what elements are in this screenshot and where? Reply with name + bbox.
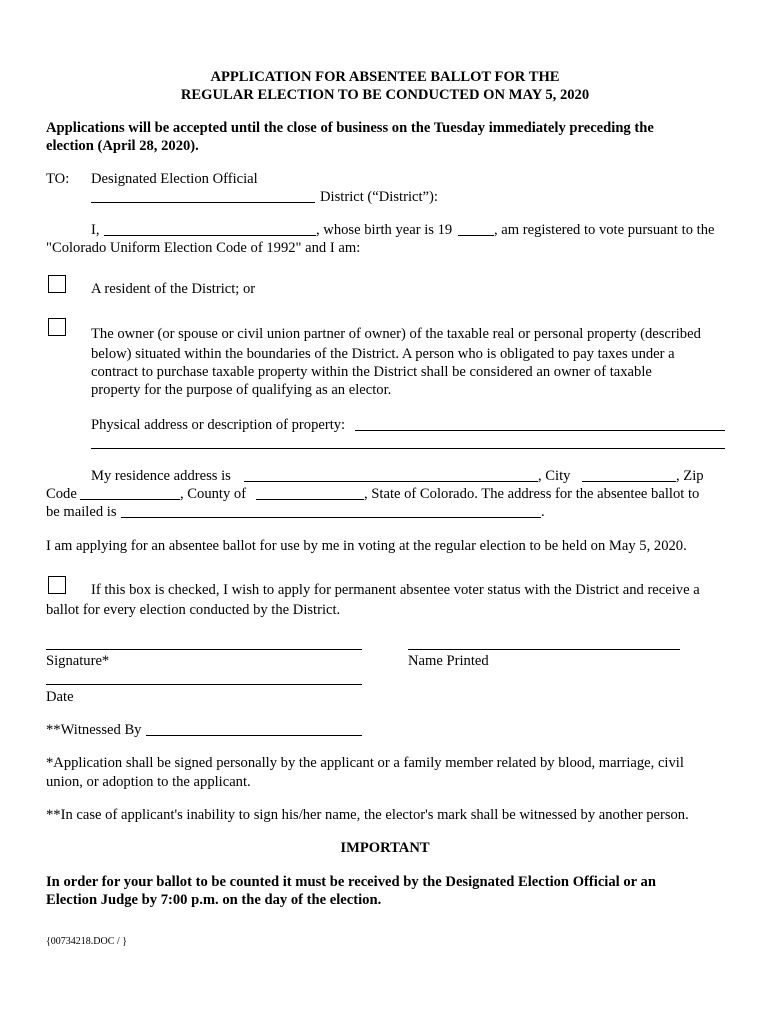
zip-field[interactable]: [80, 485, 180, 500]
owner-line-2: below) situated within the boundaries of the District. A person who is obligated to pay taxes under a: [91, 346, 675, 362]
intro-registered: , am registered to vote pursuant to the: [494, 222, 715, 238]
signature-label: Signature*: [46, 653, 110, 669]
property-field-1[interactable]: [355, 416, 725, 431]
title-line-1: APPLICATION FOR ABSENTEE BALLOT FOR THE: [210, 69, 560, 85]
date-label: Date: [46, 689, 74, 705]
document-id-footer: {00734218.DOC / }: [46, 936, 127, 947]
note-1-line-1: *Application shall be signed personally by the applicant or a family member related by blood, marriage, civil: [46, 755, 684, 771]
code-label: Code: [46, 486, 77, 502]
district-label: District (“District”):: [320, 189, 438, 205]
mailed-label: be mailed is: [46, 504, 117, 520]
mailing-address-field[interactable]: [121, 503, 541, 518]
permanent-status-checkbox[interactable]: [48, 576, 66, 594]
intro-birth: , whose birth year is 19: [316, 222, 453, 238]
owner-line-3: contract to purchase taxable property within the District shall be considered an owner of taxable: [91, 364, 652, 380]
zip-label: , Zip: [676, 468, 704, 484]
note-1-line-2: union, or adoption to the applicant.: [46, 774, 251, 790]
official-label: Designated Election Official: [91, 171, 258, 187]
name-printed-label: Name Printed: [408, 653, 489, 669]
title-line-2: REGULAR ELECTION TO BE CONDUCTED ON MAY 5, 2020: [180, 87, 590, 103]
city-label: , City: [538, 468, 571, 484]
important-heading: IMPORTANT: [340, 840, 430, 856]
witness-label: **Witnessed By: [46, 722, 142, 738]
date-line[interactable]: [46, 684, 362, 685]
name-printed-line[interactable]: [408, 649, 680, 650]
property-field-2[interactable]: [91, 434, 725, 449]
residence-label: My residence address is: [91, 468, 231, 484]
signature-line[interactable]: [46, 649, 362, 650]
to-label: TO:: [46, 171, 70, 187]
applying-statement: I am applying for an absentee ballot for use by me in voting at the regular election to be held on May 5, 2020.: [46, 538, 687, 554]
intro-i: I,: [91, 222, 100, 238]
resident-label: A resident of the District; or: [91, 281, 256, 297]
important-line-1: In order for your ballot to be counted it must be received by the Designated Election Official or an: [46, 874, 656, 890]
applicant-name-field[interactable]: [104, 221, 316, 236]
deadline-line-1: Applications will be accepted until the close of business on the Tuesday immediately preceding the: [46, 120, 654, 136]
deadline-line-2: election (April 28, 2020).: [46, 138, 199, 154]
state-label: , State of Colorado. The address for the absentee ballot to: [364, 486, 700, 502]
note-2: **In case of applicant's inability to sign his/her name, the elector's mark shall be witnessed by another person.: [46, 807, 689, 823]
district-name-field[interactable]: [91, 188, 315, 203]
county-field[interactable]: [256, 485, 364, 500]
property-label: Physical address or description of property:: [91, 417, 346, 433]
city-field[interactable]: [582, 467, 676, 482]
permanent-line-2: ballot for every election conducted by the District.: [46, 602, 341, 618]
witness-field[interactable]: [146, 721, 362, 736]
residence-field[interactable]: [244, 467, 538, 482]
important-line-2: Election Judge by 7:00 p.m. on the day of the election.: [46, 892, 382, 908]
owner-line-1: The owner (or spouse or civil union partner of owner) of the taxable real or personal property (described: [91, 326, 701, 342]
birth-year-field[interactable]: [458, 221, 494, 236]
owner-line-4: property for the purpose of qualifying as an elector.: [91, 382, 392, 398]
resident-checkbox[interactable]: [48, 275, 66, 293]
mailed-period: .: [541, 504, 545, 520]
owner-checkbox[interactable]: [48, 318, 66, 336]
county-label: , County of: [180, 486, 247, 502]
permanent-line-1: If this box is checked, I wish to apply for permanent absentee voter status with the District and receive a: [91, 582, 700, 598]
intro-line-2: "Colorado Uniform Election Code of 1992" and I am:: [46, 240, 361, 256]
